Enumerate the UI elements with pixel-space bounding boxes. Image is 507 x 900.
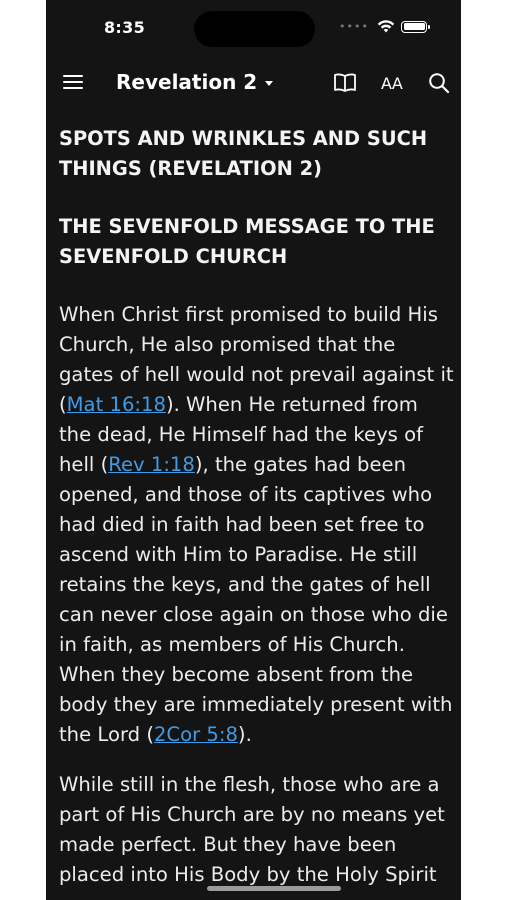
home-indicator[interactable] (207, 886, 341, 891)
paragraph-text: ). (237, 723, 252, 746)
battery-icon (401, 21, 427, 33)
text-size-label: AA (381, 74, 403, 93)
signal-dots-icon: •••• (339, 20, 369, 33)
hamburger-menu-icon[interactable] (63, 75, 83, 91)
scripture-link-mat-16-18[interactable]: Mat 16:18 (66, 393, 166, 416)
scripture-link-2cor-5-8[interactable]: 2Cor 5:8 (153, 723, 238, 746)
open-book-icon[interactable] (333, 72, 357, 94)
subsection-heading: THE SEVENFOLD MESSAGE TO THE SEVENFOLD CHURCH (59, 215, 435, 268)
top-navigation-bar (46, 62, 461, 106)
paragraph (59, 300, 454, 750)
section-heading: SPOTS AND WRINKLES AND SUCH THINGS (REVELATION 2) (59, 127, 428, 180)
text-size-button[interactable] (381, 74, 402, 93)
paragraph-text: ). When He returned from the dead, He Himself had the keys of hell ( (59, 393, 423, 476)
paragraph-text: When Christ first promised to build His Church, He also promised that the gates of hell would not prevail against it ( (59, 303, 454, 416)
caret-down-icon (265, 81, 273, 86)
paragraph-text: ), the gates had been opened, and those of its captives who had died in faith had been set free to ascend with Him to Paradise. He still retains the keys, and the gates of hell can never close again on those who die in faith, as members of His Church. When they become absent from the body they are immediately present with the Lord ( (59, 453, 453, 746)
search-icon[interactable] (428, 72, 450, 94)
status-bar (46, 0, 461, 58)
app-screen (46, 0, 461, 900)
wifi-icon (377, 20, 395, 33)
scripture-link-rev-1-18[interactable]: Rev 1:18 (108, 453, 195, 476)
chapter-selector-button[interactable] (116, 70, 273, 94)
dynamic-island (194, 11, 315, 47)
paragraph: While still in the flesh, those who are a part of His Church are by no means yet made perfect. But they have been placed into His Body by the Holy Spirit (59, 773, 445, 886)
status-time: 8:35 (104, 18, 145, 37)
chapter-title: Revelation 2 (116, 70, 258, 94)
status-icons (339, 20, 427, 33)
